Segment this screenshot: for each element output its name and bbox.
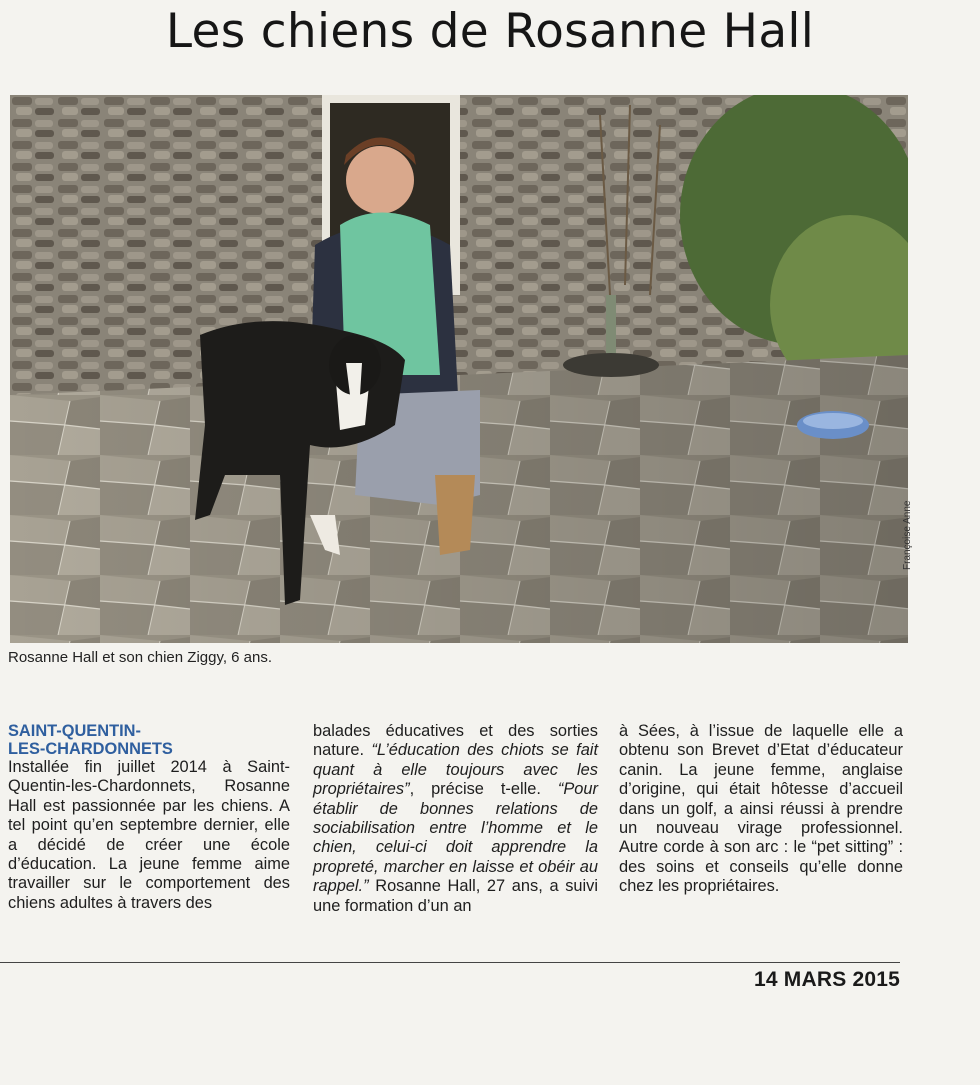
- column-1-text: Installée fin juillet 2014 à Saint-Quentin-les-Chardonnets, Rosanne Hall est passionnée par les chiens. A tel point qu’en septembre dernier, elle a décidé de créer une école d’éducation. La jeune femme aime travailler sur le comportement des chiens adultes à travers des: [8, 758, 290, 912]
- column-2-text-b: , précise t-elle.: [409, 780, 558, 799]
- column-2-quote-1: “L’éducation des chiots se fait quant à elle toujours avec les propriétaires”: [313, 741, 598, 799]
- publication-date: 14 MARS 2015: [754, 968, 900, 991]
- kicker-line-2: LES-CHARDONNETS: [8, 740, 173, 758]
- column-3: [619, 722, 903, 897]
- headline: Les chiens de Rosanne Hall: [165, 4, 815, 59]
- article-photo: [10, 95, 908, 643]
- photo-credit: Françoise Anne: [902, 500, 913, 570]
- column-2-text-c: Rosanne Hall, 27 ans, a suivi une formation d’un an: [313, 877, 598, 915]
- photo-caption: Rosanne Hall et son chien Ziggy, 6 ans.: [8, 649, 273, 666]
- column-3-text: à Sées, à l’issue de laquelle elle a obtenu son Brevet d’Etat d’éducateur canin. La jeune femme, anglaise d’origine, qui était hôtesse d’accueil dans un golf, a ainsi réussi à prendre un nouveau virage professionnel. Autre corde à son arc : le “pet sitting” : des soins et conseils qu’elle donne chez les propriétaires.: [619, 722, 903, 896]
- column-2-text-a: balades éducatives et des sorties nature.: [313, 722, 598, 760]
- footer-rule: [0, 962, 900, 963]
- column-1: [8, 722, 290, 913]
- column-2-paragraph: [313, 722, 598, 916]
- kicker-line-1: SAINT-QUENTIN-: [8, 722, 141, 740]
- column-2-quote-2: “Pour établir de bonnes relations de sociabilisation entre l’homme et le chien, celui-ci doit apprendre la propreté, marcher en laisse et obéir au rappel.”: [313, 780, 598, 896]
- column-2: [313, 722, 598, 916]
